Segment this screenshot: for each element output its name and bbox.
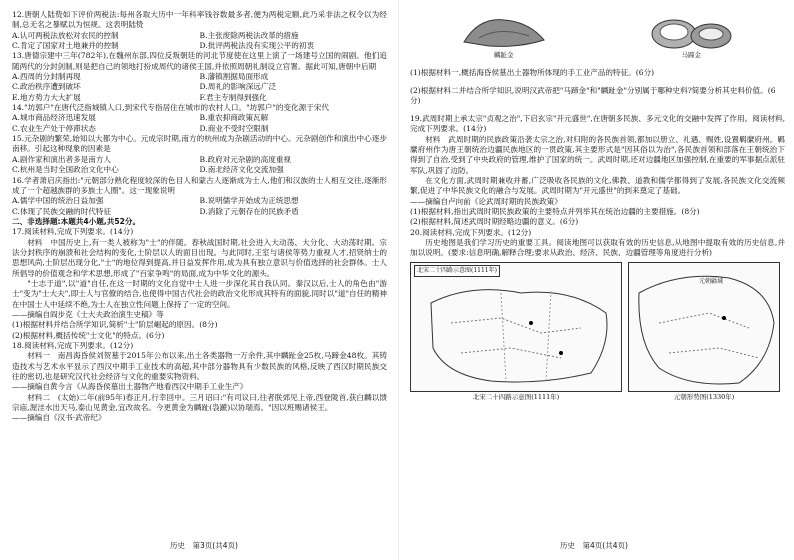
question-20 [410, 228, 785, 402]
option: B.政府对元杂剧的高度重视 [199, 154, 292, 164]
question-16 [12, 176, 387, 217]
page-footer-left: 历史 第3页(共4页) [170, 541, 238, 550]
option: A.剧作家和演出者多是南方人 [12, 154, 112, 164]
q19-req-1: (1)根据材料,指出武周时期民族政策的主要特点并列举其在统治边疆的主要措施。(8分) [410, 206, 700, 216]
q13-stem: 13.唐德宗建中三年(782年),在魏州东部,四位反叛朝廷的河北节度使在这里上演了一场建号立国的闹剧。他们追随两代的分封剑制,则是把自己的领地打扮成周代的诸侯王国,并依照周朝礼制设立官署。据此可知,唐朝中后期 [12, 51, 387, 71]
q19-material: 材料 武周时期的民族政策沿袭太宗之治,对归附的各民族首领,都加以册立、礼遇、赐姓,设置羁縻府州。羁縻府州作为唐王朝统治边疆民族地区的一贯政策,其主要形式是"因其俗以为治",各民族首领和部落在王朝统治下得到了自治,受到了中央政府的管理,维护了国家的统一。武周时期,还对边疆地区加强控制,在重要的军事据点派驻军队,巩固了边防。 [410, 134, 785, 175]
map-caption: 北宋二十四路示意图(1111年) [472, 392, 560, 401]
map-figures [410, 262, 785, 402]
q15-options [12, 155, 387, 176]
question-13 [12, 51, 387, 103]
q18-source-1: ——摘编自黄今言《从海昏侯墓出土器物产地看西汉中期手工业生产》 [12, 382, 248, 392]
q13-options [12, 72, 387, 103]
page-divider [398, 0, 399, 560]
q12-stem: 12.唐朝人陆贽如下评价两税法:每州各取大历中一年科率钱谷数最多者,便为两税定额,此乃采非法之权令以为经制,总无名之暴赋以为恒规。这表明陆贽 [12, 10, 387, 30]
option: B.藩镇割据局面形成 [199, 72, 269, 82]
q14-options [12, 113, 387, 134]
map-caption: 元朝形势图(1330年) [673, 392, 735, 401]
q17-material-2: "士志于道",以"道"自任,在这一时期的文化自觉中士人进一步深化其自我认同。秦汉以后,士人的角色由"游士"变为"士大夫",即士人与官僚的结合,也使得中国古代社会的政治文化形成其特有的面貌,同时以"道"自任的精神在中国士人中延续不绝,为士人在独立性问题上保持了一定的空间。 [12, 278, 387, 309]
question-14 [12, 103, 387, 134]
figure-caption: 麟趾金 [494, 50, 514, 59]
figure-caption: 马蹄金 [681, 50, 701, 59]
figure-matijin [646, 12, 736, 60]
q18-req-2: (2)根据材料二并结合所学知识,说明汉武帝把"马蹄金"和"麟趾金"分别属于哪种史料?简要分析其史料价值。(6分) [410, 85, 776, 105]
q14-stem: 14."坊郭户"在唐代泛指城镇人口,到宋代专指居住在城市的农村人口。"坊郭户"的变化源于宋代 [12, 103, 330, 113]
q16-stem: 16.学者萧启庆指出:"元朝部分熟化程度较深的色目人和蒙古人逐渐成为士人,他们和汉族的士人相互交往,逐渐形成了一个超越族群的多族士人圈"。这一现象说明 [12, 175, 387, 195]
question-12 [12, 10, 387, 51]
mati-gold-image [646, 12, 736, 50]
q17-source: ——摘编自阎步克《士大夫政治演生史稿》等 [12, 309, 164, 319]
question-17 [12, 227, 387, 341]
option: C.杭州是当时全国政治文化中心 [12, 165, 119, 175]
q18-source-2: ——摘编自《汉书·武帝纪》 [12, 413, 106, 423]
q17-material: 材料 中国历史上,有一类人被称为"士"的伴随。春秋战国时期,社会进入大动荡、大分化、大动荡时期。宗法分封秩序的崩溃和社会结构的变化,士阶层以人的面目出现。与此同时,王室与诸侯等势力重视人才,招贤纳士的思想风尚,士阶层出现分化,"士"的地位得到提高,并日益发挥作用,成为具有独立意识与价值选择的社会群体。士人所倡导的价值观念和学术思想,形成了"百家争鸣"的局面,成为中华文化的源头。 [12, 237, 387, 278]
option: B.说明儒学开始成为正统思想 [199, 196, 299, 206]
option: F.君主专制得到强化 [199, 92, 267, 102]
question-18 [12, 341, 387, 424]
q12-options [12, 31, 387, 52]
option: C.肯定了国家对土地兼并的控制 [12, 41, 119, 51]
option: C.体现了民族交融的时代特征 [12, 206, 112, 216]
option: B.主张废除两税法改革的措施 [199, 30, 299, 40]
q18-head: 18.阅读材料,完成下列要求。(12分) [12, 341, 134, 350]
option: C.农业生产处于停滞状态 [12, 123, 96, 133]
question-19 [410, 114, 785, 228]
q18-material-2: 材料二 (太始)二年(前95年)春正月,行幸回中。三月诏曰:"有司议曰,往者朕郊见上帝,西登陇首,获白麟以馈宗庙,渥洼水出天马,泰山见黄金,宜改故名。今更黄金为麟趾(袅蹏)以协瑞焉。"因以班赐诸侯王。 [12, 392, 387, 413]
map-yuan [628, 262, 780, 402]
option: C.政治秩序遭到破坏 [12, 82, 81, 92]
section-heading: 二、非选择题:本题共4小题,共52分。 [12, 216, 141, 226]
left-page [12, 10, 387, 424]
q19-head: 19.武周时期上承太宗"贞观之治",下启玄宗"开元盛世",在唐朝多民族、多元文化的交融中发挥了作用。阅读材料,完成下列要求。(14分) [410, 113, 786, 134]
map-song [410, 262, 622, 402]
q17-req-1: (1)根据材料并结合所学知识,简析"士"阶层崛起的原因。(8分) [12, 320, 218, 330]
q19-req-2: (2)根据材料,简述武周时期经略边疆的意义。(6分) [410, 217, 579, 227]
option: D.周礼的影响深远广泛 [199, 82, 277, 92]
right-page [410, 10, 785, 402]
song-map-drawing [411, 263, 621, 391]
q18-req-1: (1)根据材料一,概括海昏侯墓出土器物所体现的手工业产品的特征。(6分) [410, 67, 655, 77]
map-title: 北宋二十四路示意图(1111年) [414, 265, 500, 277]
linzhi-gold-image [459, 12, 549, 50]
q20-material: 历史地图是我们学习历史的重要工具。阅读地图可以获取有效的历史信息,从地图中提取有效的历史信息,并加以说明。(要求:信息明确,解释合理;要求从政治、经济、民族、边疆管理等角度进行分析) [410, 237, 785, 258]
option: D.批评两税法没有实现公平的初衷 [199, 41, 315, 51]
q17-head: 17.阅读材料,完成下列要求。(14分) [12, 227, 134, 237]
option: B.重农抑商政策瓦解 [199, 113, 269, 123]
option: D.商业不受时空限制 [199, 123, 269, 133]
q19-source: ——摘编自卢向前《论武周时期的民族政策》 [410, 196, 562, 206]
q18-material-1: 材料一 南昌海昏侯刘贺墓于2015年公布以来,出土各类器物一万余件,其中麟趾金25枚,马蹄金48枚。其铸造技术与艺术水平显示了西汉中期手工业技术的高超,其中部分器物具有少数民族的风格,反映了西汉时期民族交往的密切,也是研究汉代社会经济与文化的重要实物资料。 [12, 351, 387, 382]
artifact-figures [410, 10, 785, 60]
option: A.儒学中国的统治日益加强 [12, 196, 104, 206]
question-15 [12, 134, 387, 175]
figure-linzhi [459, 12, 549, 60]
option: A.认可两税法放松对农民的控制 [12, 30, 119, 40]
option: A.西周的分封制再现 [12, 72, 81, 82]
q16-options [12, 196, 387, 217]
option: D.南北经济文化交流加强 [199, 165, 284, 175]
option: D.消除了元朝存在的民族矛盾 [199, 206, 299, 216]
page-footer-right: 历史 第4页(共4页) [560, 541, 628, 550]
option: A.城市商品经济迅速发展 [12, 113, 96, 123]
q19-material-2: 在文化方面,武周时期兼收并蓄,广泛吸收各民族的文化,佛教、道教和儒学都得到了发展,各民族文化交流频繁,促进了中华民族文化的融合与发展。武周时期为"开元盛世"的到来奠定了基础。 [410, 175, 785, 196]
map-label: 元朝疆域 [699, 277, 724, 285]
q15-stem: 15.元杂剧的繁荣,始知以大都为中心。元成宗时期,南方的杭州成为杂剧活动的中心。元杂剧创作和演出中心逐步南移。引起这种现象的因素是 [12, 134, 387, 154]
yuan-map-frame [628, 262, 780, 392]
q20-head: 20.阅读材料,完成下列要求。(12分) [410, 227, 532, 237]
option: E.地方势力大大扩展 [12, 92, 81, 102]
q17-req-2: (2)根据材料,概括传统"士文化"的特点。(6分) [12, 330, 165, 340]
song-map-frame [410, 262, 622, 392]
